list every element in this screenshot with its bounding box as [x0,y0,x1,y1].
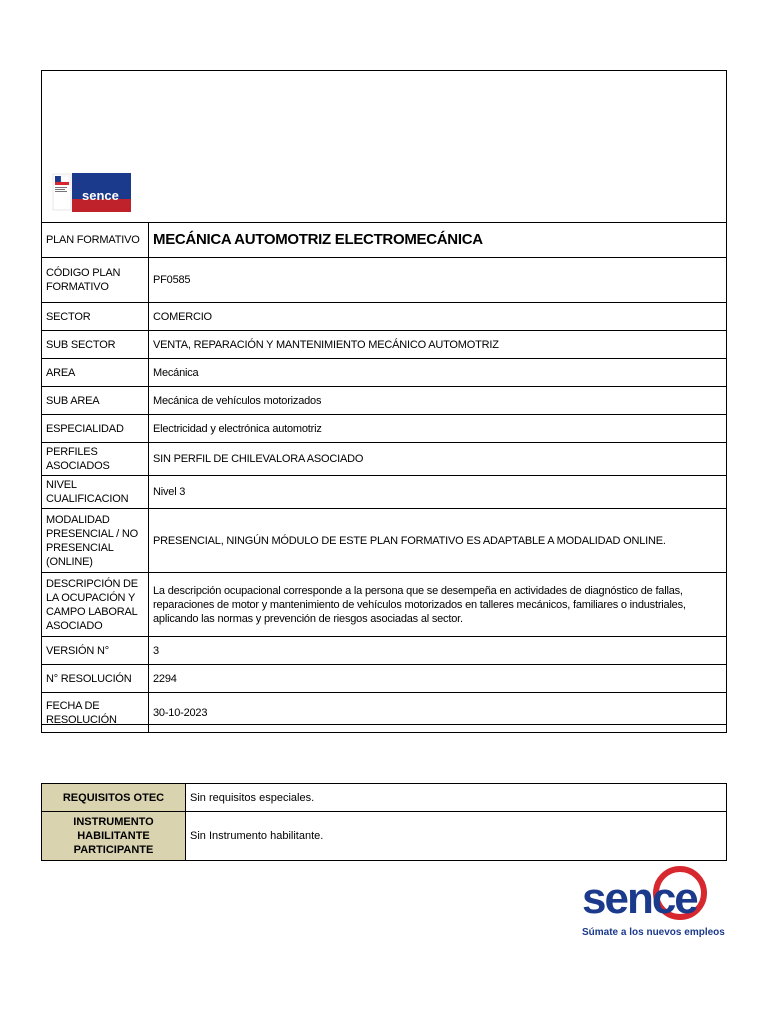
table-row [42,476,727,509]
row-value: PF0585 [149,258,727,303]
row-value: 30-10-2023 [149,693,727,733]
requirements-table [41,783,727,861]
row-label: N° RESOLUCIÓN [42,665,149,693]
table-row [42,665,727,693]
sence-logo-large [580,855,725,945]
row-value: VENTA, REPARACIÓN Y MANTENIMIENTO MECÁNICO AUTOMOTRIZ [149,331,727,359]
row-value: PRESENCIAL, NINGÚN MÓDULO DE ESTE PLAN FORMATIVO ES ADAPTABLE A MODALIDAD ONLINE. [149,509,727,573]
row-label: FECHA DE RESOLUCIÓN [42,693,149,733]
row-value: La descripción ocupacional corresponde a la persona que se desempeña en actividades de diagnóstico de fallas, reparaciones de motor y mantenimiento de vehículos motorizados en talleres mecánicos, familiares o industriales, aplicando las normas y prevención de riesgos asociadas al sector. [149,573,727,637]
row-value: 3 [149,637,727,665]
svg-text:sence: sence [582,874,697,923]
table-row [42,573,727,637]
table-row [42,693,727,733]
table-row [42,331,727,359]
table-row [42,784,727,812]
requirement-label: REQUISITOS OTEC [42,784,186,812]
table-row [42,443,727,476]
row-value: Electricidad y electrónica automotriz [149,415,727,443]
row-label: NIVEL CUALIFICACION [42,476,149,509]
row-label: PLAN FORMATIVO [42,223,149,258]
row-label: PERFILES ASOCIADOS [42,443,149,476]
row-value: 2294 [149,665,727,693]
row-value: Nivel 3 [149,476,727,509]
requirement-label: INSTRUMENTO HABILITANTE PARTICIPANTE [42,812,186,861]
row-label: MODALIDAD PRESENCIAL / NO PRESENCIAL (ONLINE) [42,509,149,573]
row-label: VERSIÓN N° [42,637,149,665]
row-label: AREA [42,359,149,387]
plan-formativo-table [41,222,727,733]
row-value: SIN PERFIL DE CHILEVALORA ASOCIADO [149,443,727,476]
table-row [42,415,727,443]
requirement-value: Sin Instrumento habilitante. [186,812,727,861]
row-value: Mecánica [149,359,727,387]
table-row [42,637,727,665]
row-label: SECTOR [42,303,149,331]
table-row [42,258,727,303]
table-row [42,359,727,387]
row-label: ESPECIALIDAD [42,415,149,443]
row-label: CÓDIGO PLAN FORMATIVO [42,258,149,303]
row-label: DESCRIPCIÓN DE LA OCUPACIÓN Y CAMPO LABORAL ASOCIADO [42,573,149,637]
requirement-value: Sin requisitos especiales. [186,784,727,812]
table-row [42,509,727,573]
sence-logo-small [52,173,131,212]
row-label: SUB AREA [42,387,149,415]
row-value: COMERCIO [149,303,727,331]
svg-text:sence: sence [82,188,119,203]
row-label: SUB SECTOR [42,331,149,359]
table-row [42,812,727,861]
table-row [42,303,727,331]
row-value: Mecánica de vehículos motorizados [149,387,727,415]
svg-text:Súmate a los nuevos empleos: Súmate a los nuevos empleos [582,927,725,938]
table-row [42,387,727,415]
plan-title: MECÁNICA AUTOMOTRIZ ELECTROMECÁNICA [149,223,727,258]
table-row [42,223,727,258]
